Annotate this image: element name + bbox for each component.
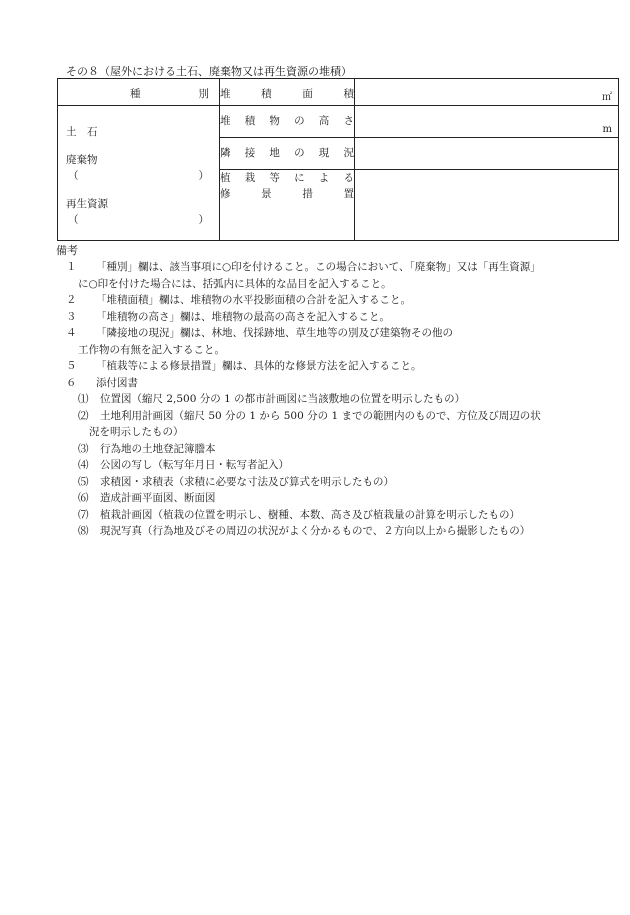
planting-label-line1: 植 栽 等 に よ る: [220, 172, 354, 185]
note-item: ４ 「隣接地の現況」欄は、林地、伐採跡地、草生地等の別及び建築物その他の 工作物の有無を記入すること。: [66, 327, 453, 356]
adjacent-label-cell: [220, 138, 355, 170]
note-item: ２ 「堆積面積」欄は、堆積物の水平投影面積の合計を記入すること。: [66, 294, 411, 306]
height-label-cell: [220, 106, 355, 138]
area-unit: ㎡: [602, 92, 612, 103]
attachment-item: ⑶ 行為地の土地登記簿謄本: [78, 442, 216, 455]
adjacent-label: 隣 接 地 の 現 況: [220, 147, 354, 160]
note-item: １ 「種別」欄は、該当事項に○印を付けること。この場合において、「廃棄物」又は「再生資源」 に○印を付けた場合には、括弧内に具体的な品目を記入すること。: [66, 261, 541, 290]
height-input-cell[interactable]: [355, 106, 619, 138]
kind-soil[interactable]: 土 石: [66, 126, 98, 138]
note-item: ３ 「堆積物の高さ」欄は、堆積物の最高の高さを記入すること。: [66, 310, 390, 323]
note-item: ６ 添付図書: [66, 376, 138, 389]
attachment-item: ⑻ 現況写真（行為地及びその周辺の状況がよく分かるもので、２方向以上から撮影したもの）: [78, 525, 531, 537]
kind-waste[interactable]: 廃棄物: [66, 154, 98, 166]
attachment-item: ⑷ 公図の写し（転写年月日・転写者記入）: [78, 459, 289, 471]
attachment-item: ⑴ 位置図（縮尺 2,500 分の 1 の都市計画図に当該敷地の位置を明示したもの）: [78, 393, 466, 405]
attachment-item: ⑹ 造成計画平面図、断面図: [78, 492, 216, 504]
waste-item-field[interactable]: （ ）: [68, 170, 209, 182]
notes-title: 備考: [56, 244, 78, 257]
attachment-item: ⑸ 求積図・求積表（求積に必要な寸法及び算式を明示したもの）: [78, 475, 394, 488]
kind-recycled[interactable]: 再生資源: [66, 198, 108, 210]
stockpile-form-table: [57, 78, 619, 241]
planting-label-cell: [220, 170, 355, 241]
form-heading: その８（屋外における土石、廃棄物又は再生資源の堆積）: [66, 65, 352, 78]
adjacent-input-cell[interactable]: [355, 138, 619, 170]
planting-input-cell[interactable]: [355, 170, 619, 241]
attachment-item: ⑺ 植栽計画図（植栽の位置を明示し、樹種、本数、高さ及び植栽量の計算を明示したもの）: [78, 508, 520, 521]
area-input-cell[interactable]: [355, 79, 619, 106]
kind-options-cell[interactable]: [58, 106, 220, 241]
kind-header-label: 種 別: [130, 88, 209, 100]
kind-header-cell: [58, 79, 220, 106]
height-unit: m: [602, 124, 612, 136]
recycled-item-field[interactable]: （ ）: [68, 214, 209, 226]
notes-list: [56, 259, 616, 540]
note-item: ５ 「植栽等による修景措置」欄は、具体的な修景方法を記入すること。: [66, 360, 422, 372]
area-label: 堆 積 面 積: [220, 88, 354, 100]
attachment-item: ⑵ 土地利用計画図（縮尺 50 分の 1 から 500 分の 1 までの範囲内のもので、方位及び周辺の状 況を明示したもの）: [78, 409, 541, 438]
height-label: 堆 積 物 の 高 さ: [220, 115, 354, 127]
planting-label-line2: 修 景 措 置: [220, 188, 354, 201]
area-label-cell: [220, 79, 355, 106]
